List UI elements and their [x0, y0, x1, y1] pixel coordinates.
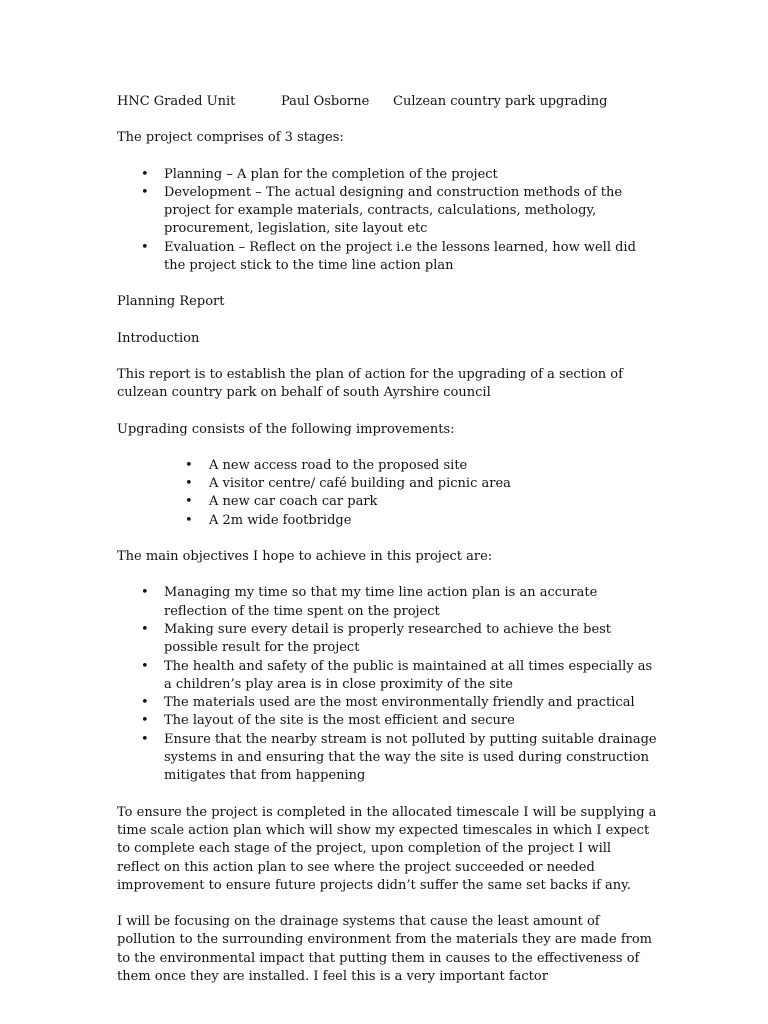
list-item: • The layout of the site is the most efficient and secure [117, 712, 657, 730]
header-unit: HNC Graded Unit [117, 94, 236, 109]
list-item: • A 2m wide footbridge [117, 512, 657, 530]
list-item: • The materials used are the most environmentally friendly and practical [117, 694, 657, 712]
heading-planning-report: Planning Report [117, 294, 225, 310]
list-item: • A new access road to the proposed site [117, 457, 657, 475]
heading-introduction: Introduction [117, 330, 200, 346]
improvements-list [117, 457, 657, 530]
list-item: • A new car coach car park [117, 493, 657, 511]
list-item: • The health and safety of the public is maintained at all times especially as a children’s play area is in close proximity of the site [117, 658, 657, 695]
document-header [117, 93, 657, 111]
list-item: • Evaluation – Reflect on the project i.e the lessons learned, how well did the project stick to the time line action plan [117, 239, 657, 276]
stages-list [117, 166, 657, 276]
list-item: • Ensure that the nearby stream is not polluted by putting suitable drainage systems in and ensuring that the way the site is used during construction mitigates that from happening [117, 731, 657, 786]
list-item: • Development – The actual designing and construction methods of the project for example materials, contracts, calculations, methology, procurement, legislation, site layout etc [117, 184, 657, 239]
paragraph-upgrading: Upgrading consists of the following improvements: [117, 421, 455, 437]
paragraph-report-purpose: This report is to establish the plan of action for the upgrading of a section of culzean country park on behalf of south Ayrshire council [117, 366, 623, 401]
stages-intro: The project comprises of 3 stages: [117, 130, 344, 146]
objectives-list [117, 584, 657, 785]
paragraph-timescale: To ensure the project is completed in the allocated timescale I will be supplying a time scale action plan which will show my expected timescales in which I expect to complete each stage of the project, upon completion of the project I will reflect on this action plan to see where the project succeeded or needed improvement to ensure future projects didn’t suffer the same set backs if any. [117, 804, 657, 893]
document-page [117, 93, 657, 1004]
list-item: • Making sure every detail is properly researched to achieve the best possible result for the project [117, 621, 657, 658]
list-item: • A visitor centre/ café building and picnic area [117, 475, 657, 493]
list-item: • Managing my time so that my time line action plan is an accurate reflection of the time spent on the project [117, 584, 657, 621]
header-title: Culzean country park upgrading [393, 94, 608, 109]
paragraph-drainage: I will be focusing on the drainage systems that cause the least amount of pollution to the surrounding environment from the materials they are made from to the environmental impact that putting them in causes to the effectiveness of them once they are installed. I feel this is a very important factor [117, 914, 653, 984]
header-author: Paul Osborne [281, 94, 370, 109]
list-item: • Planning – A plan for the completion of the project [117, 166, 657, 184]
paragraph-objectives: The main objectives I hope to achieve in this project are: [117, 549, 493, 565]
